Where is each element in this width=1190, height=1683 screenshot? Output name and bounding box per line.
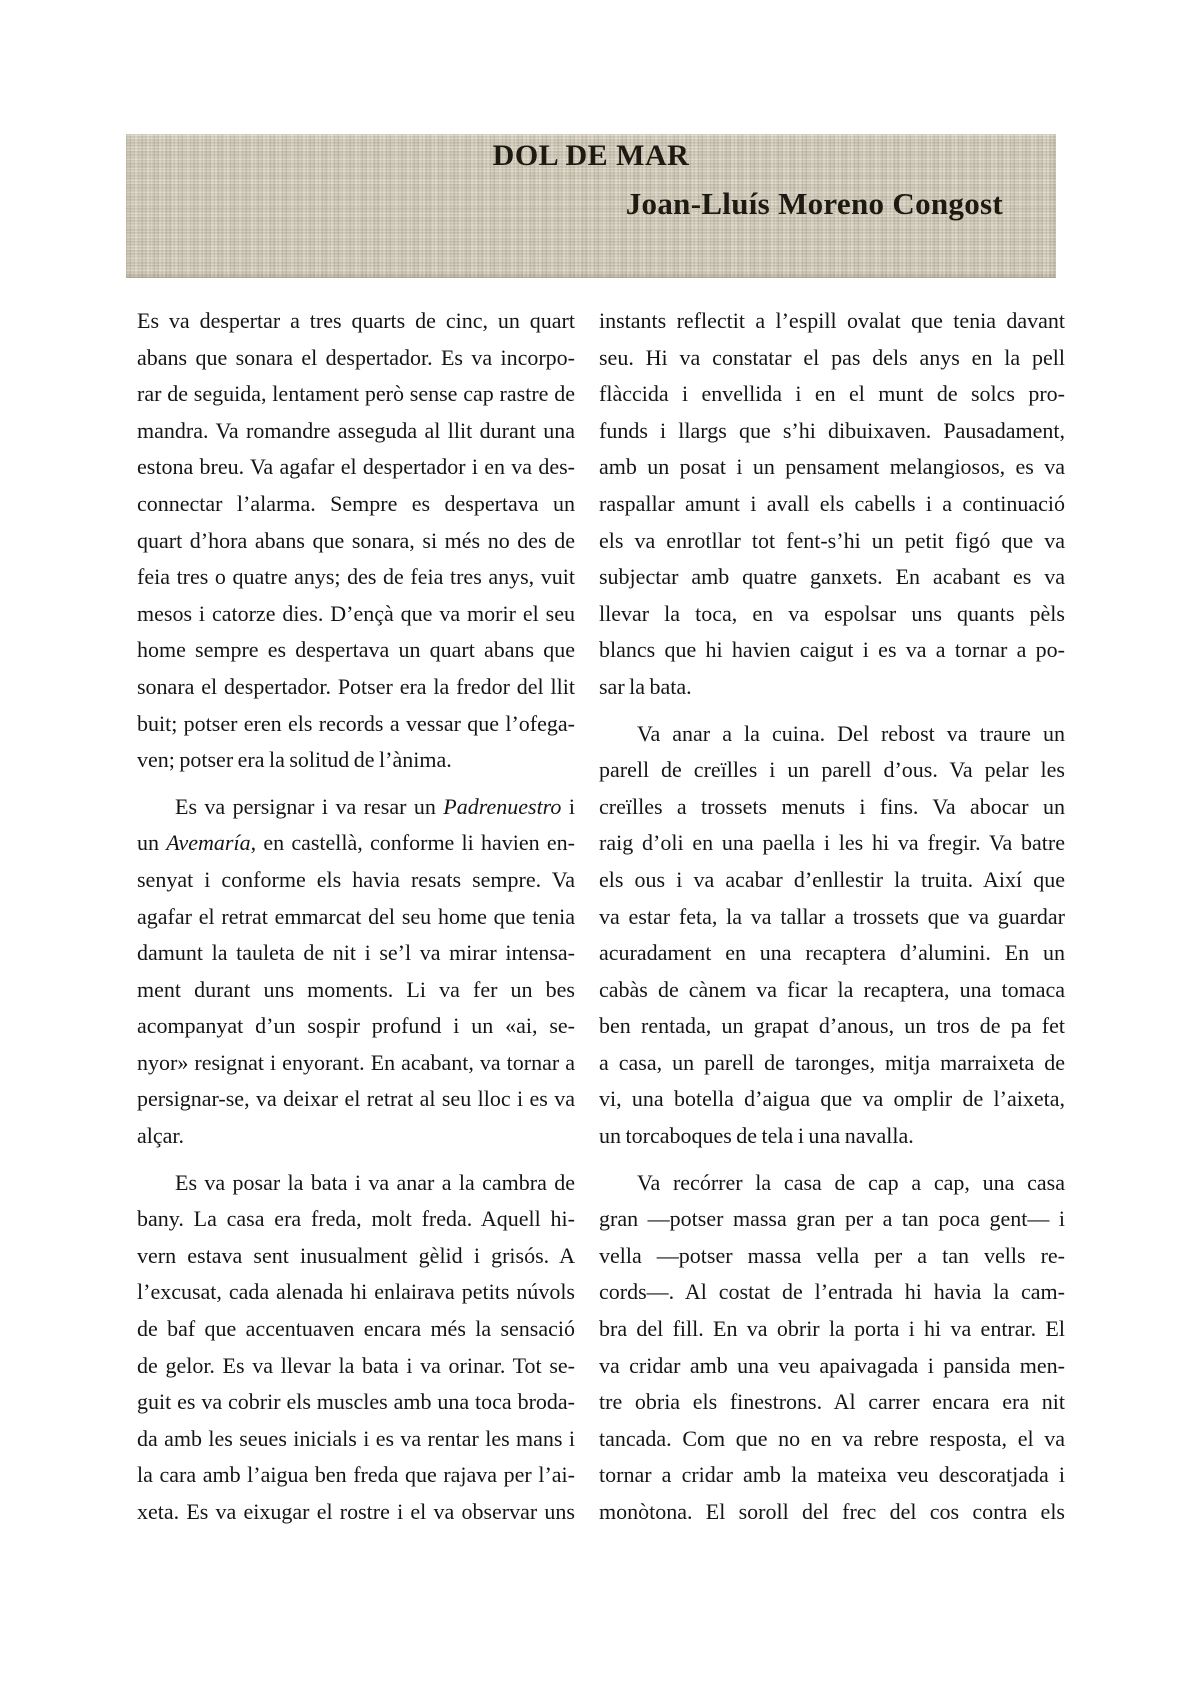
- text-line: xeta. Es va eixugar el rostre i el va observar uns: [137, 1499, 575, 1524]
- text-line: Es va despertar a tres quarts de cinc, un quart: [137, 308, 575, 333]
- text-line: mesos i catorze dies. D’ençà que va morir el seu: [137, 600, 575, 626]
- text-line: persignar-se, va deixar el retrat al seu lloc i es va: [137, 1086, 575, 1112]
- text-line: mandra. Va romandre asseguda al llit durant una: [137, 417, 575, 443]
- paragraph: [137, 303, 575, 779]
- text-line: nyor» resignat i enyorant. En acabant, va tornar a: [137, 1049, 575, 1075]
- text-line: bra del fill. En va obrir la porta i hi va entrar. El: [599, 1316, 1065, 1342]
- text-line: flàccida i envellida i en el munt de solcs pro-: [599, 381, 1065, 407]
- text-line: instants reflectit a l’espill ovalat que tenia davant: [599, 308, 1065, 333]
- text-line: de baf que accentuaven encara més la sensació: [137, 1316, 575, 1342]
- text-line: senyat i conforme els havia resats sempre. Va: [137, 866, 575, 892]
- text-line: abans que sonara el despertador. Es va incorpo-: [137, 344, 575, 370]
- paragraph: [137, 1165, 575, 1531]
- text-line: bany. La casa era freda, molt freda. Aquell hi-: [137, 1206, 575, 1232]
- paragraph: [137, 789, 575, 1155]
- text-line: agafar el retrat emmarcat del seu home que tenia: [137, 903, 575, 929]
- text-column-left: [137, 303, 575, 1531]
- text-line: vi, una botella d’aigua que va omplir de l’aixeta,: [599, 1086, 1065, 1112]
- text-line: cabàs de cànem va ficar la recaptera, una tomaca: [599, 976, 1065, 1002]
- text-line: acompanyat d’un sospir profund i un «ai, se-: [137, 1013, 575, 1039]
- text-line: parell de creïlles i un parell d’ous. Va pelar les: [599, 757, 1065, 783]
- article-body: [137, 303, 1065, 1531]
- text-line: tornar a cridar amb la mateixa veu descoratjada i: [599, 1462, 1065, 1488]
- text-line: els ous i va acabar d’enllestir la truita. Així que: [599, 866, 1065, 892]
- text-line: va estar feta, la va tallar a trossets que va guardar: [599, 903, 1065, 929]
- text-line: de gelor. Es va llevar la bata i va orinar. Tot se-: [137, 1352, 575, 1378]
- text-line: un Avemaría, en castellà, conforme li havien en-: [137, 830, 575, 856]
- text-line: funds i llargs que s’hi dibuixaven. Pausadament,: [599, 417, 1065, 443]
- text-line: subjectar amb quatre ganxets. En acabant es va: [599, 564, 1065, 590]
- text-line: alçar.: [137, 1123, 185, 1149]
- text-line: Va recórrer la casa de cap a cap, una casa: [637, 1169, 1065, 1195]
- text-line: Es va posar la bata i va anar a la cambra de: [175, 1169, 575, 1195]
- author-name: Joan-Lluís Moreno Congost: [625, 186, 1003, 221]
- text-line: Es va persignar i va resar un Padrenuestro i: [175, 793, 575, 819]
- text-line: llevar la toca, en va espolsar uns quants pèls: [599, 600, 1065, 626]
- text-line: monòtona. El soroll del frec del cos contra els: [599, 1499, 1065, 1524]
- paragraph: [599, 303, 1065, 706]
- text-line: acuradament en una recaptera d’alumini. En un: [599, 940, 1065, 966]
- text-line: sonara el despertador. Potser era la fredor del llit: [137, 673, 575, 699]
- text-line: ben rentada, un grapat d’anous, un tros de pa fet: [599, 1013, 1065, 1039]
- paragraph: [599, 716, 1065, 1155]
- text-line: blancs que hi havien caigut i es va a tornar a po-: [599, 637, 1065, 663]
- text-column-right: [599, 303, 1065, 1531]
- text-line: seu. Hi va constatar el pas dels anys en la pell: [599, 344, 1065, 370]
- text-line: tancada. Com que no en va rebre resposta, el va: [599, 1425, 1065, 1451]
- text-line: guit es va cobrir els muscles amb una toca broda-: [137, 1389, 575, 1415]
- text-line: amb un posat i un pensament melangiosos, es va: [599, 454, 1065, 480]
- text-line: l’excusat, cada alenada hi enlairava petits núvols: [137, 1279, 575, 1305]
- text-line: gran —potser massa gran per a tan poca gent— i: [599, 1206, 1065, 1232]
- text-line: tre obria els finestrons. Al carrer encara era nit: [599, 1389, 1065, 1415]
- text-line: la cara amb l’aigua ben freda que rajava per l’ai-: [137, 1462, 575, 1488]
- text-line: raig d’oli en una paella i les hi va fregir. Va batre: [599, 830, 1065, 856]
- text-line: un torcaboques de tela i una navalla.: [599, 1123, 914, 1149]
- text-line: ven; potser era la solitud de l’ànima.: [137, 747, 452, 773]
- text-line: cords—. Al costat de l’entrada hi havia la cam-: [599, 1279, 1065, 1305]
- page-title: DOL DE MAR: [492, 139, 690, 172]
- title-banner: [126, 134, 1056, 278]
- text-line: va cridar amb una veu apaivagada i pansida men-: [599, 1352, 1065, 1378]
- text-line: da amb les seues inicials i es va rentar les mans i: [137, 1425, 575, 1451]
- text-line: quart d’hora abans que sonara, si més no des de: [137, 527, 575, 553]
- text-line: a casa, un parell de taronges, mitja marraixeta de: [599, 1049, 1065, 1075]
- text-line: Va anar a la cuina. Del rebost va traure un: [637, 720, 1065, 746]
- text-line: creïlles a trossets menuts i fins. Va abocar un: [599, 793, 1065, 819]
- text-line: vern estava sent inusualment gèlid i grisós. A: [137, 1242, 575, 1268]
- text-line: feia tres o quatre anys; des de feia tres anys, vuit: [137, 564, 575, 590]
- text-line: vella —potser massa vella per a tan vells re-: [599, 1242, 1065, 1268]
- text-line: connectar l’alarma. Sempre es despertava un: [137, 490, 575, 516]
- text-line: rar de seguida, lentament però sense cap rastre de: [137, 381, 575, 407]
- text-line: damunt la tauleta de nit i se’l va mirar intensa-: [137, 940, 575, 966]
- text-line: raspallar amunt i avall els cabells i a continuació: [599, 490, 1065, 516]
- text-line: home sempre es despertava un quart abans que: [137, 637, 575, 663]
- text-line: ment durant uns moments. Li va fer un bes: [137, 976, 575, 1002]
- text-line: sar la bata.: [599, 673, 692, 699]
- paragraph: [599, 1165, 1065, 1531]
- text-line: estona breu. Va agafar el despertador i en va des-: [137, 454, 575, 480]
- text-line: els va enrotllar tot fent-s’hi un petit figó que va: [599, 527, 1065, 553]
- text-line: buit; potser eren els records a vessar que l’ofega-: [137, 710, 575, 736]
